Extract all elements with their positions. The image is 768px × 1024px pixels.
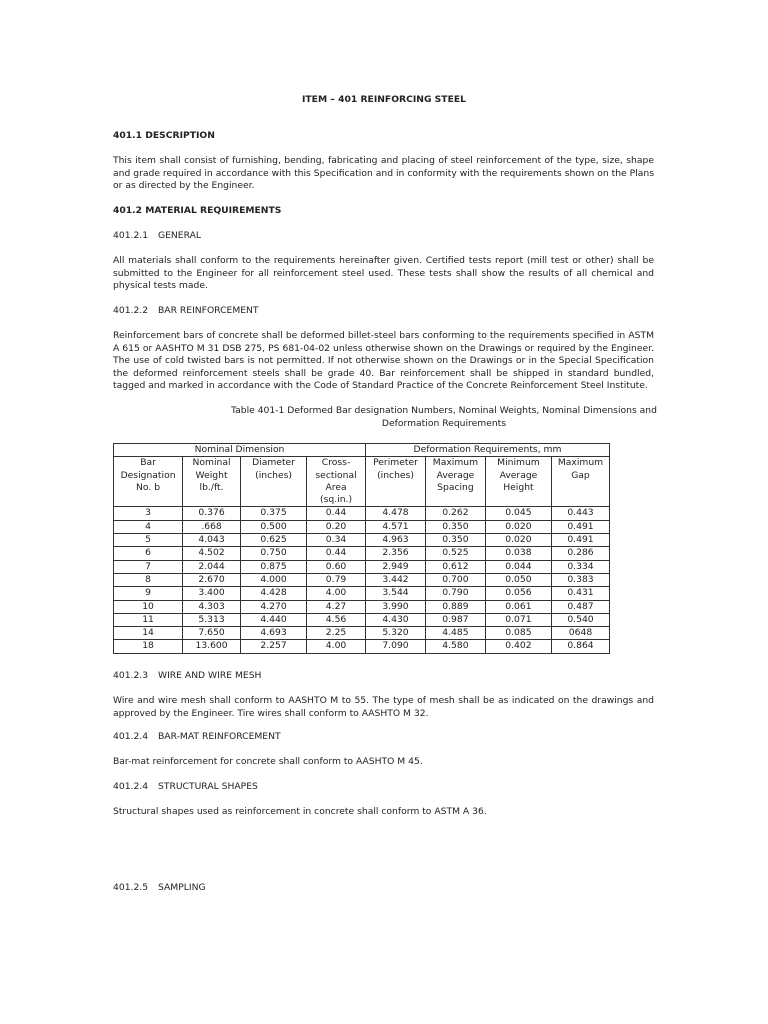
subsection-number: 401.2.4 [113,731,149,742]
subsection-heading-sampling [113,882,654,895]
table-cell: 11 [114,613,183,626]
table-cell: 5.320 [366,627,426,640]
table-cell: 0.085 [485,627,551,640]
table-cell: 0.431 [551,587,609,600]
table-cell: 0.350 [425,520,485,533]
table-cell: 0.790 [425,587,485,600]
wire-mesh-paragraph: Wire and wire mesh shall conform to AASHTO M to 55. The type of mesh shall be as indicated on the drawings and approved by the Engineer. Tire wires shall conform to AASHTO M 32. [113,695,654,719]
table-cell: 0.987 [425,613,485,626]
table-cell: 0.050 [485,573,551,586]
section-heading-material-requirements: 401.2 MATERIAL REQUIREMENTS [113,205,282,216]
table-cell: 3.544 [366,587,426,600]
subsection-label: SAMPLING [158,882,206,893]
table-cell: 0.020 [485,520,551,533]
deformed-bar-table [113,443,610,654]
table-cell: 0.487 [551,600,609,613]
subsection-heading-general [113,230,654,243]
table-cell: 4.963 [366,534,426,547]
table-cell: 0.500 [241,520,307,533]
table-cell: 4.000 [241,573,307,586]
subsection-heading-bar-mat [113,731,654,744]
table-cell: 2.044 [183,560,241,573]
table-cell: 0.262 [425,507,485,520]
table-cell: 8 [114,573,183,586]
bar-reinforcement-paragraph: Reinforcement bars of concrete shall be deformed billet-steel bars conforming to the requirements specified in ASTM A 615 or AASHTO M 31 DSB 275, PS 681-04-02 unless otherwise shown on the Drawings or required by the Engineer. The use of cold twisted bars is not permitted. If not otherwise shown on the Drawings or in the Special Specification the deformed reinforcement steels shall be grade 40. Bar reinforcement shall be shipped in standard bundled, tagged and marked in accordance with the Code of Standard Practice of the Concrete Reinforcement Steel Institute. [113,330,654,392]
table-cell: 0648 [551,627,609,640]
subsection-number: 401.2.5 [113,882,149,893]
group-header-deformation-requirements: Deformation Requirements, mm [366,444,610,457]
table-cell: 4.502 [183,547,241,560]
table-cell: 4.430 [366,613,426,626]
table-cell: 4.00 [307,587,366,600]
table-cell: 10 [114,600,183,613]
table-cell: 4.693 [241,627,307,640]
table-row [114,520,610,533]
table-cell: 5 [114,534,183,547]
table-cell: 4.043 [183,534,241,547]
table-cell: 0.44 [307,507,366,520]
subsection-label: BAR-MAT REINFORCEMENT [158,731,281,742]
document-title: ITEM – 401 REINFORCING STEEL [302,94,466,105]
table-cell: 6 [114,547,183,560]
table-cell: 0.34 [307,534,366,547]
subsection-label: BAR REINFORCEMENT [158,305,259,316]
table-cell: 0.376 [183,507,241,520]
table-cell: 0.056 [485,587,551,600]
table-cell: 14 [114,627,183,640]
table-cell: 9 [114,587,183,600]
table-cell: 4.428 [241,587,307,600]
table-cell: 4.571 [366,520,426,533]
table-cell: 7 [114,560,183,573]
table-cell: 0.443 [551,507,609,520]
table-cell: 0.286 [551,547,609,560]
table-row [114,573,610,586]
subsection-label: WIRE AND WIRE MESH [158,670,262,681]
table-cell: 0.491 [551,520,609,533]
table-cell: 3.400 [183,587,241,600]
subsection-number: 401.2.4 [113,781,149,792]
table-cell: 7.090 [366,640,426,653]
table-cell: 0.875 [241,560,307,573]
table-cell: 0.044 [485,560,551,573]
table-cell: 0.79 [307,573,366,586]
table-cell: 2.25 [307,627,366,640]
column-header: Diameter (inches) [241,457,307,507]
table-cell: 2.257 [241,640,307,653]
table-cell: 4.440 [241,613,307,626]
section-heading-description: 401.1 DESCRIPTION [113,130,215,141]
table-cell: 7.650 [183,627,241,640]
table-cell: 4.485 [425,627,485,640]
table-cell: 0.334 [551,560,609,573]
table-cell: 0.625 [241,534,307,547]
table-cell: 0.491 [551,534,609,547]
table-cell: 0.071 [485,613,551,626]
table-row [114,613,610,626]
table-cell: 4.270 [241,600,307,613]
table-cell: 18 [114,640,183,653]
table-row [114,560,610,573]
table-row [114,587,610,600]
table-cell: 0.750 [241,547,307,560]
table-cell: 0.540 [551,613,609,626]
table-cell: 0.350 [425,534,485,547]
table-cell: 0.375 [241,507,307,520]
table-row [114,627,610,640]
subsection-heading-structural-shapes [113,781,654,794]
table-cell: 5.313 [183,613,241,626]
table-row [114,600,610,613]
bar-mat-paragraph: Bar-mat reinforcement for concrete shall conform to AASHTO M 45. [113,756,423,767]
table-cell: 3.990 [366,600,426,613]
subsection-heading-bar-reinforcement [113,305,654,318]
table-cell: 4 [114,520,183,533]
subsection-label: STRUCTURAL SHAPES [158,781,258,792]
table-cell: 0.60 [307,560,366,573]
table-cell: 0.020 [485,534,551,547]
column-header: Nominal Weight lb./ft. [183,457,241,507]
table-cell: 0.864 [551,640,609,653]
subsection-label: GENERAL [158,230,202,241]
table-cell: 4.56 [307,613,366,626]
table-row [114,547,610,560]
table-cell: 0.700 [425,573,485,586]
table-cell: .668 [183,520,241,533]
description-paragraph: This item shall consist of furnishing, bending, fabricating and placing of steel reinforcement of the type, size, shape and grade required in accordance with this Specification and in conformity with the requirements shown on the Plans or as directed by the Engineer. [113,155,654,192]
column-header: Bar Designation No. b [114,457,183,507]
table-cell: 0.612 [425,560,485,573]
subsection-number: 401.2.3 [113,670,149,681]
table-cell: 0.061 [485,600,551,613]
subsection-number: 401.2.2 [113,305,149,316]
table-cell: 4.00 [307,640,366,653]
column-header: Maximum Average Spacing [425,457,485,507]
column-header: Minimum Average Height [485,457,551,507]
table-cell: 4.478 [366,507,426,520]
column-header: Maximum Gap [551,457,609,507]
table-cell: 2.356 [366,547,426,560]
table-cell: 0.44 [307,547,366,560]
table-cell: 0.889 [425,600,485,613]
structural-shapes-paragraph: Structural shapes used as reinforcement in concrete shall conform to ASTM A 36. [113,806,487,817]
table-row [114,507,610,520]
table-cell: 4.580 [425,640,485,653]
table-cell: 0.20 [307,520,366,533]
table-cell: 0.402 [485,640,551,653]
table-cell: 4.27 [307,600,366,613]
group-header-nominal-dimension: Nominal Dimension [114,444,366,457]
general-paragraph: All materials shall conform to the requirements hereinafter given. Certified tests report (mill test or other) shall be submitted to the Engineer for all reinforcement steel used. These tests shall show the results of all chemical and physical tests made. [113,255,654,292]
table-cell: 3.442 [366,573,426,586]
table-row [114,534,610,547]
table-cell: 2.949 [366,560,426,573]
table-cell: 13.600 [183,640,241,653]
subsection-number: 401.2.1 [113,230,149,241]
table-cell: 0.038 [485,547,551,560]
column-header: Cross-sectional Area (sq.in.) [307,457,366,507]
table-body [114,507,610,653]
table-cell: 2.670 [183,573,241,586]
table-cell: 4.303 [183,600,241,613]
table-cell: 0.525 [425,547,485,560]
table-caption: Table 401-1 Deformed Bar designation Numbers, Nominal Weights, Nominal Dimensions and Deformation Requirements [231,405,657,429]
column-header: Perimeter (inches) [366,457,426,507]
subsection-heading-wire-mesh [113,670,654,683]
table-cell: 0.383 [551,573,609,586]
table-cell: 0.045 [485,507,551,520]
table-row [114,640,610,653]
table-cell: 3 [114,507,183,520]
